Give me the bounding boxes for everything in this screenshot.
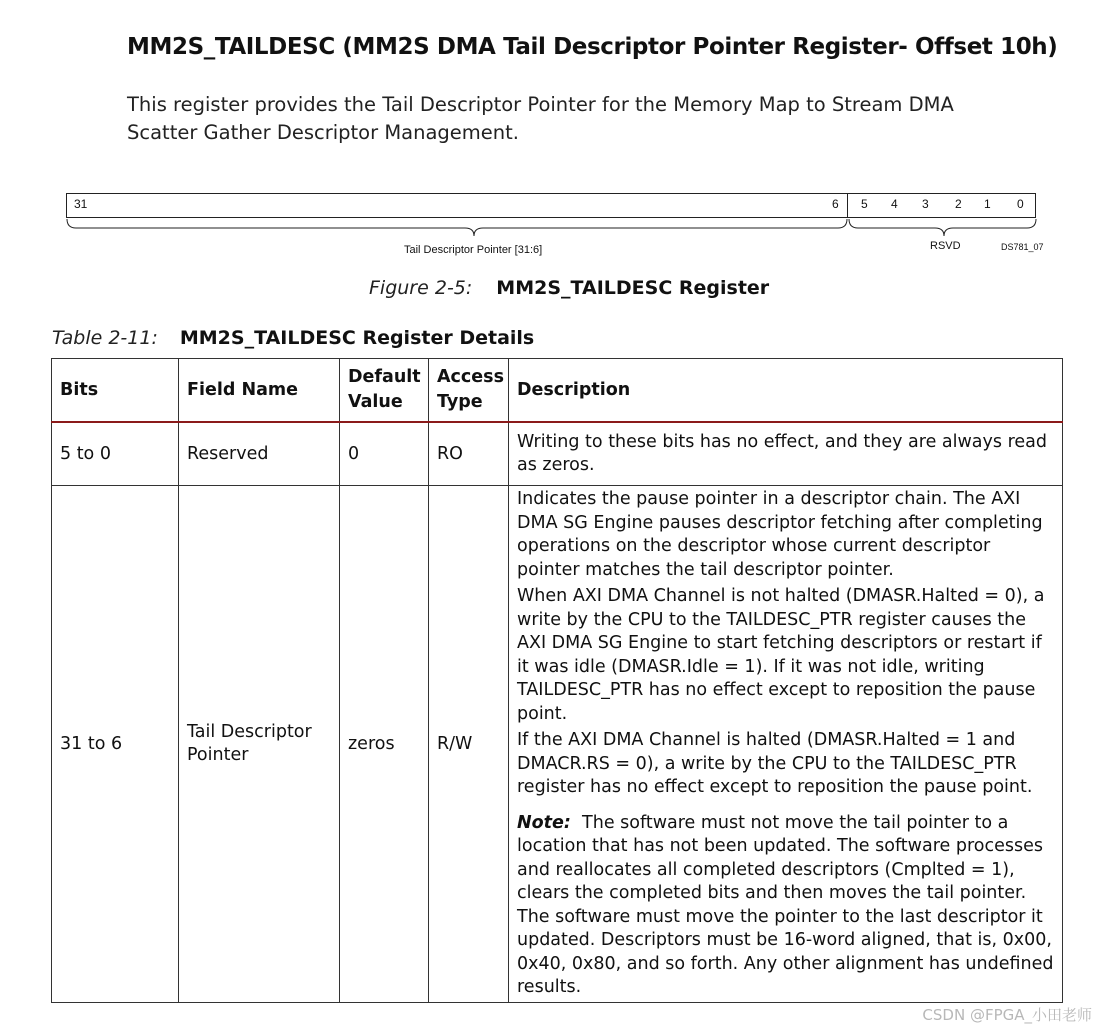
cell-access-type: RO [429, 422, 509, 486]
bit-label-2: 2 [955, 197, 962, 211]
section-heading: MM2S_TAILDESC (MM2S DMA Tail Descriptor Pointer Register- Offset 10h) [127, 34, 1058, 60]
register-details-table [51, 358, 1063, 1003]
figure-number: Figure 2-5: [369, 277, 473, 299]
note-paragraph [517, 812, 1054, 1000]
header-field-name: Field Name [179, 359, 340, 423]
cell-bits: 5 to 0 [52, 422, 179, 486]
table-number: Table 2-11: [52, 327, 158, 349]
note-text: The software must not move the tail pointer to a location that has not been updated. The software processes and reallocates all completed descriptors (Cmplted = 1), clears the completed bits and then moves the tail pointer. The software must move the pointer to the last descriptor it updated. Descriptors must be 16-word aligned, that is, 0x00, 0x40, 0x80, and so forth. Any other alignment has undefined results. [517, 812, 1054, 997]
table-row [52, 422, 1063, 486]
bit-label-6: 6 [832, 197, 839, 211]
cell-access-type: R/W [429, 486, 509, 1003]
table-header-row [52, 359, 1063, 423]
rsvd-field-brace [849, 219, 1036, 236]
cell-default-value: zeros [340, 486, 429, 1003]
note-label: Note: [517, 812, 571, 833]
cell-description [509, 422, 1063, 486]
figure-id-label: DS781_07 [1001, 242, 1044, 252]
header-bits: Bits [52, 359, 179, 423]
bit-label-5: 5 [861, 197, 868, 211]
figure-caption [369, 277, 769, 299]
intro-paragraph: This register provides the Tail Descriptor Pointer for the Memory Map to Stream DMA Scatter Gather Descriptor Management. [127, 93, 954, 144]
header-default-value: Default Value [340, 359, 429, 423]
figure-title: MM2S_TAILDESC Register [496, 277, 770, 299]
table-caption [52, 327, 534, 349]
pointer-field-label: Tail Descriptor Pointer [31:6] [404, 244, 543, 256]
cell-bits: 31 to 6 [52, 486, 179, 1003]
bit-label-1: 1 [984, 197, 991, 211]
table-title: MM2S_TAILDESC Register Details [179, 327, 535, 349]
rsvd-field-label: RSVD [930, 240, 961, 252]
cell-description [509, 486, 1063, 1003]
cell-field-name: Reserved [179, 422, 340, 486]
pointer-field-brace [67, 219, 847, 236]
field-braces [0, 0, 1098, 270]
header-access-type: Access Type [429, 359, 509, 423]
bit-label-3: 3 [922, 197, 929, 211]
bit-label-31: 31 [74, 197, 88, 211]
cell-default-value: 0 [340, 422, 429, 486]
description-paragraph: Indicates the pause pointer in a descriptor chain. The AXI DMA SG Engine pauses descriptor fetching after completing operations on the descriptor whose current descriptor pointer matches the tail descriptor pointer. [517, 489, 1043, 580]
header-description: Description [509, 359, 1063, 423]
cell-field-name: Tail Descriptor Pointer [179, 486, 340, 1003]
description-paragraph: When AXI DMA Channel is not halted (DMASR.Halted = 0), a write by the CPU to the TAILDESC_PTR register causes the AXI DMA SG Engine to start fetching descriptors or restart if it was idle (DMASR.Idle = 1). If it was not idle, writing TAILDESC_PTR has no effect except to reposition the pause point. [517, 586, 1045, 724]
description-paragraph: If the AXI DMA Channel is halted (DMASR.Halted = 1 and DMACR.RS = 0), a write by the CPU to the TAILDESC_PTR register has no effect except to reposition the pause point. [517, 730, 1033, 797]
bit-label-4: 4 [891, 197, 898, 211]
watermark: CSDN @FPGA_小田老师 [922, 1006, 1092, 1024]
table-row [52, 486, 1063, 1003]
bit-label-0: 0 [1017, 197, 1024, 211]
description-paragraph: Writing to these bits has no effect, and they are always read as zeros. [517, 431, 1047, 475]
